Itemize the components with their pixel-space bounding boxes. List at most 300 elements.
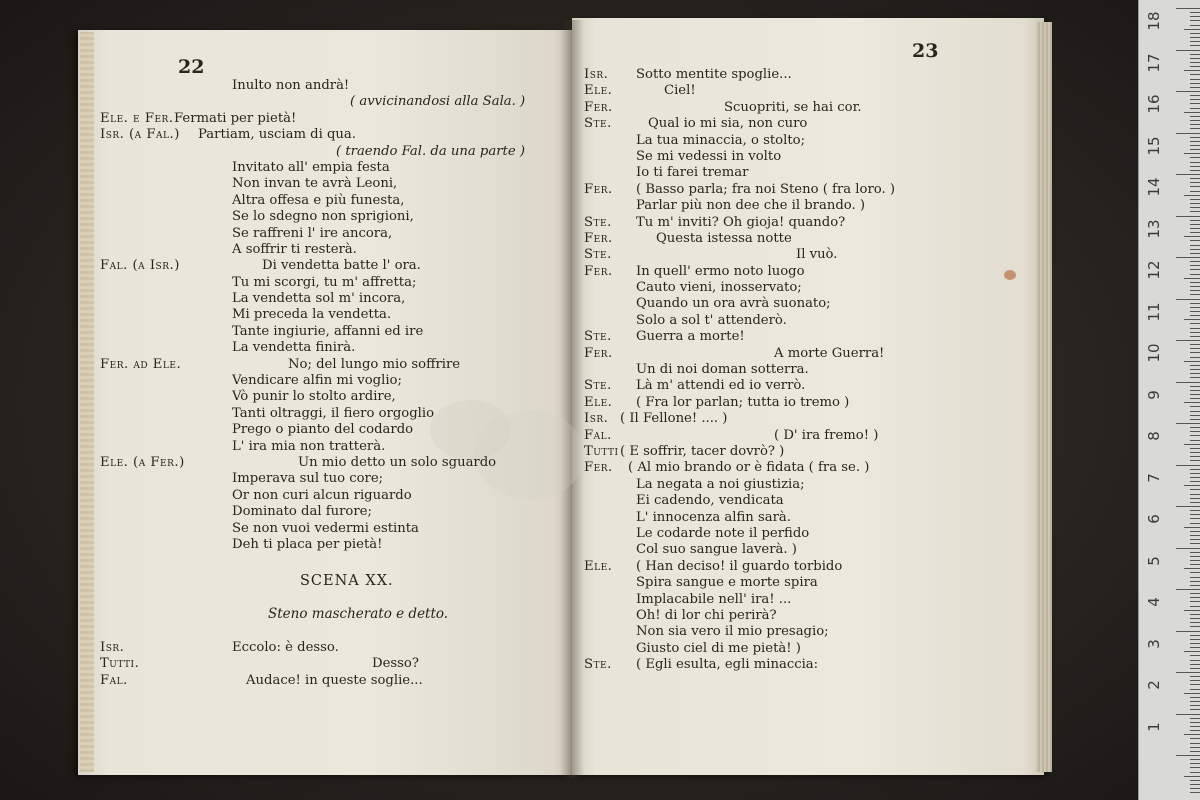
verse-text: Tu m' inviti? Oh gioja! quando? xyxy=(636,214,846,230)
ruler-tick xyxy=(1190,473,1200,474)
verse-text: Cauto vieni, inosservato; xyxy=(636,280,802,296)
ruler-tick xyxy=(1190,137,1200,138)
ruler-tick xyxy=(1176,382,1200,383)
ruler-tick xyxy=(1190,186,1200,187)
ruler-tick xyxy=(1190,759,1200,760)
ruler-tick xyxy=(1190,328,1200,329)
ruler-tick xyxy=(1190,199,1200,200)
ruler-tick xyxy=(1190,178,1200,179)
ruler-tick xyxy=(1184,734,1200,735)
verse-text: Guerra a morte! xyxy=(636,329,745,345)
ruler-tick xyxy=(1190,261,1200,262)
ruler-tick xyxy=(1190,730,1200,731)
verse-line xyxy=(82,144,552,160)
verse-text: ( Han deciso! il guardo torbido xyxy=(636,558,843,574)
speaker-label: Ele. xyxy=(584,394,613,410)
verse-line xyxy=(82,357,552,373)
ruler-tick xyxy=(1190,58,1200,59)
ruler-number: 12 xyxy=(1145,260,1163,280)
ruler-tick xyxy=(1190,481,1200,482)
verse-line xyxy=(82,324,552,340)
verse-line xyxy=(584,329,1024,345)
ruler-tick xyxy=(1190,564,1200,565)
ruler-tick xyxy=(1190,689,1200,690)
ruler-number: 9 xyxy=(1145,389,1163,400)
ruler-tick xyxy=(1176,465,1200,466)
verse-text: La tua minaccia, o stolto; xyxy=(636,132,806,148)
ruler-tick xyxy=(1190,315,1200,316)
ruler-tick xyxy=(1190,307,1200,308)
ruler-tick xyxy=(1190,498,1200,499)
verse-text: La vendetta finirà. xyxy=(232,340,356,356)
verse-text: Un di noi doman sotterra. xyxy=(636,362,809,378)
speaker-label: Fer. xyxy=(584,181,613,197)
ruler-tick xyxy=(1190,411,1200,412)
verse-text: L' ira mia non tratterà. xyxy=(232,438,386,454)
verse-line xyxy=(82,422,552,438)
verse-line xyxy=(584,280,1024,296)
verse-line xyxy=(82,193,552,209)
ruler-tick xyxy=(1190,182,1200,183)
verse-text: Mi preceda la vendetta. xyxy=(232,307,392,323)
speaker-label: Tutti. xyxy=(100,656,140,672)
speaker-label: Fer. xyxy=(584,263,613,279)
ruler-tick xyxy=(1190,419,1200,420)
ruler-tick xyxy=(1190,518,1200,519)
ruler-tick xyxy=(1190,709,1200,710)
ruler-tick xyxy=(1190,684,1200,685)
verse-text: Non invan te avrà Leoni, xyxy=(232,176,398,192)
ruler-tick xyxy=(1190,394,1200,395)
verse-line xyxy=(82,406,552,422)
ruler-tick xyxy=(1190,369,1200,370)
verse-text: Solo a sol t' attenderò. xyxy=(636,312,787,328)
ruler-tick xyxy=(1176,91,1200,92)
verse-line xyxy=(82,537,552,553)
ruler-tick xyxy=(1190,33,1200,34)
ruler-tick xyxy=(1176,257,1200,258)
verse-line xyxy=(584,296,1024,312)
ruler-tick xyxy=(1190,74,1200,75)
verse-text: Se raffreni l' ire ancora, xyxy=(232,225,393,241)
speaker-label: Fal. xyxy=(584,427,612,443)
ruler-tick xyxy=(1176,589,1200,590)
verse-text: ( Basso parla; fra noi Steno ( fra loro. ) xyxy=(636,181,895,197)
ruler-tick xyxy=(1190,406,1200,407)
verse-line xyxy=(584,559,1024,575)
ruler-tick xyxy=(1190,41,1200,42)
verse-line xyxy=(584,493,1024,509)
ruler-tick xyxy=(1190,249,1200,250)
ruler-number: 17 xyxy=(1145,52,1163,73)
left-page-verses-bottom xyxy=(82,640,552,689)
ruler-tick xyxy=(1190,435,1200,436)
ruler-tick xyxy=(1190,660,1200,661)
ruler-tick xyxy=(1190,128,1200,129)
verse-text: L' innocenza alfin sarà. xyxy=(636,509,791,525)
verse-text: Non sia vero il mio presagio; xyxy=(636,624,829,640)
ruler-tick xyxy=(1190,535,1200,536)
ruler-tick xyxy=(1190,120,1200,121)
ruler-tick xyxy=(1190,207,1200,208)
verse-text: Sotto mentite spoglie... xyxy=(636,67,792,82)
ruler-tick xyxy=(1184,651,1200,652)
ruler-tick xyxy=(1190,743,1200,744)
speaker-label: Fer. xyxy=(584,99,613,115)
ruler-tick xyxy=(1190,311,1200,312)
ruler-tick xyxy=(1184,70,1200,71)
ruler-tick xyxy=(1184,610,1200,611)
verse-line xyxy=(82,176,552,192)
ruler-tick xyxy=(1190,597,1200,598)
right-page-edge xyxy=(1036,22,1052,772)
verse-line xyxy=(82,521,552,537)
verse-text: ( Egli esulta, egli minaccia: xyxy=(636,657,819,673)
ruler-tick xyxy=(1190,145,1200,146)
ruler-tick xyxy=(1190,398,1200,399)
verse-text: Dominato dal furore; xyxy=(232,504,372,520)
ruler-tick xyxy=(1190,510,1200,511)
ruler-tick xyxy=(1190,62,1200,63)
verse-line xyxy=(82,373,552,389)
verse-text: A soffrir ti resterà. xyxy=(232,241,357,257)
ruler-tick xyxy=(1190,377,1200,378)
ruler-tick xyxy=(1176,340,1200,341)
speaker-label: Fer. xyxy=(584,460,613,476)
ruler-tick xyxy=(1190,87,1200,88)
ruler-tick xyxy=(1190,365,1200,366)
speaker-label: Ele. (a Fer.) xyxy=(100,454,185,470)
ruler-tick xyxy=(1190,274,1200,275)
verse-line xyxy=(584,231,1024,247)
ruler-tick xyxy=(1190,489,1200,490)
speaker-label: Ste. xyxy=(584,214,612,230)
ruler-tick xyxy=(1190,593,1200,594)
ruler-number: 10 xyxy=(1145,343,1163,363)
ruler-number: 15 xyxy=(1145,135,1163,156)
verse-line xyxy=(584,100,1024,116)
ruler-tick xyxy=(1190,531,1200,532)
ruler-tick xyxy=(1190,635,1200,636)
ruler-tick xyxy=(1190,348,1200,349)
verse-line xyxy=(82,455,552,471)
ruler-tick xyxy=(1190,643,1200,644)
verse-text: ( D' ira fremo! ) xyxy=(774,427,879,443)
ruler-tick xyxy=(1190,95,1200,96)
ruler-tick xyxy=(1190,16,1200,17)
verse-line xyxy=(82,111,552,127)
ruler-tick xyxy=(1190,116,1200,117)
ruler-tick xyxy=(1190,626,1200,627)
ruler-tick xyxy=(1184,319,1200,320)
ruler-tick xyxy=(1190,220,1200,221)
ruler-tick xyxy=(1184,444,1200,445)
ruler-tick xyxy=(1176,672,1200,673)
verse-line xyxy=(584,346,1024,362)
ruler-number: 4 xyxy=(1145,597,1163,607)
ruler-number: 14 xyxy=(1145,177,1163,197)
ruler-tick xyxy=(1190,780,1200,781)
ruler-tick xyxy=(1190,514,1200,515)
verse-line xyxy=(584,313,1024,329)
verse-text: Invitato all' empia festa xyxy=(232,159,390,175)
ruler-tick xyxy=(1184,153,1200,154)
verse-text: Il vuò. xyxy=(796,247,838,263)
speaker-label: Isr. (a Fal.) xyxy=(100,127,180,143)
verse-line xyxy=(584,510,1024,526)
verse-line xyxy=(82,673,552,689)
ruler-tick xyxy=(1190,191,1200,192)
ruler-tick xyxy=(1190,203,1200,204)
ruler-tick xyxy=(1190,228,1200,229)
verse-line xyxy=(584,624,1024,640)
ruler-tick xyxy=(1190,415,1200,416)
ruler-tick xyxy=(1190,647,1200,648)
ruler-tick xyxy=(1190,701,1200,702)
ruler-tick xyxy=(1176,506,1200,507)
verse-line xyxy=(584,182,1024,198)
verse-text: Col suo sangue laverà. ) xyxy=(636,542,797,558)
ruler-tick xyxy=(1190,20,1200,21)
ruler-tick xyxy=(1176,50,1200,51)
ruler-tick xyxy=(1190,211,1200,212)
verse-text: Qual io mi sia, non curo xyxy=(648,116,808,132)
verse-line xyxy=(82,389,552,405)
verse-text: Fermati per pietà! xyxy=(174,110,297,126)
verse-text: Ciel! xyxy=(664,83,696,99)
ruler-tick xyxy=(1190,469,1200,470)
ruler-tick xyxy=(1190,676,1200,677)
verse-text: Io ti farei tremar xyxy=(636,165,749,181)
speaker-label: Ste. xyxy=(584,247,612,263)
verse-text: Deh ti placa per pietà! xyxy=(232,536,383,552)
verse-line xyxy=(82,340,552,356)
verse-line xyxy=(82,307,552,323)
speaker-label: Ele. xyxy=(584,83,613,99)
verse-line xyxy=(584,67,1024,83)
ruler-tick xyxy=(1184,29,1200,30)
ruler-tick xyxy=(1190,245,1200,246)
verse-line xyxy=(82,640,552,656)
ruler-tick xyxy=(1190,556,1200,557)
verse-text: Scuopriti, se hai cor. xyxy=(724,99,862,115)
verse-text: Eccolo: è desso. xyxy=(232,640,339,655)
right-page-verses xyxy=(584,67,1024,673)
ruler-tick xyxy=(1190,290,1200,291)
verse-text: ( avvicinandosi alla Sala. ) xyxy=(350,94,526,110)
ruler-tick xyxy=(1190,286,1200,287)
verse-line xyxy=(82,656,552,672)
verse-line xyxy=(82,226,552,242)
ruler-tick xyxy=(1190,664,1200,665)
ruler-tick xyxy=(1176,299,1200,300)
book-gutter xyxy=(560,20,584,778)
ruler-tick xyxy=(1190,788,1200,789)
speaker-label: Tutti xyxy=(584,443,619,459)
verse-text: Se lo sdegno non sprigioni, xyxy=(232,209,414,225)
speaker-label: Ste. xyxy=(584,378,612,394)
verse-line xyxy=(584,116,1024,132)
ruler-number: 2 xyxy=(1145,680,1163,690)
ruler-tick xyxy=(1190,668,1200,669)
left-page-number: 22 xyxy=(178,56,205,78)
verse-line xyxy=(82,504,552,520)
ruler-tick xyxy=(1190,25,1200,26)
ruler-tick xyxy=(1190,543,1200,544)
verse-text: Se non vuoi vedermi estinta xyxy=(232,520,419,536)
verse-text: Spira sangue e morte spira xyxy=(636,575,818,591)
verse-text: Tante ingiurie, affanni ed ire xyxy=(232,323,424,339)
verse-line xyxy=(584,608,1024,624)
verse-text: No; del lungo mio soffrire xyxy=(288,356,461,372)
ruler-tick xyxy=(1190,344,1200,345)
ruler-tick xyxy=(1190,738,1200,739)
ruler-tick xyxy=(1176,755,1200,756)
verse-text: Tanti oltraggi, il fiero orgoglio xyxy=(232,405,435,421)
ruler-tick xyxy=(1176,423,1200,424)
verse-line xyxy=(82,471,552,487)
ruler-tick xyxy=(1190,772,1200,773)
verse-text: Se mi vedessi in volto xyxy=(636,148,782,164)
verse-line xyxy=(584,362,1024,378)
ruler-tick xyxy=(1190,427,1200,428)
verse-text: Or non curi alcun riguardo xyxy=(232,487,412,503)
verse-text: Un mio detto un solo sguardo xyxy=(298,454,497,470)
ruler-tick xyxy=(1190,431,1200,432)
verse-line xyxy=(82,242,552,258)
ruler-tick xyxy=(1176,133,1200,134)
ruler-tick xyxy=(1190,577,1200,578)
ruler-tick xyxy=(1190,269,1200,270)
ruler-tick xyxy=(1184,195,1200,196)
ruler-tick xyxy=(1190,502,1200,503)
verse-line xyxy=(584,411,1024,427)
verse-line xyxy=(584,165,1024,181)
verse-line xyxy=(584,641,1024,657)
ruler-tick xyxy=(1190,12,1200,13)
ruler-tick xyxy=(1190,149,1200,150)
verse-line xyxy=(584,460,1024,476)
ruler-tick xyxy=(1184,693,1200,694)
speaker-label: Ste. xyxy=(584,116,612,132)
ruler-tick xyxy=(1190,240,1200,241)
verse-line xyxy=(584,133,1024,149)
verse-text: Vendicare alfin mi voglio; xyxy=(232,373,402,389)
verse-text: ( traendo Fal. da una parte ) xyxy=(336,143,525,159)
verse-text: ( Il Fellone! .... ) xyxy=(620,411,728,427)
ruler-tick xyxy=(1190,581,1200,582)
right-page-number: 23 xyxy=(912,40,939,62)
speaker-label: Ste. xyxy=(584,657,612,673)
scene-subtitle: Steno mascherato e detto. xyxy=(268,606,449,622)
verse-line xyxy=(584,83,1024,99)
ruler-tick xyxy=(1190,303,1200,304)
ruler-tick xyxy=(1190,83,1200,84)
ruler-tick xyxy=(1190,477,1200,478)
verse-line xyxy=(584,526,1024,542)
verse-text: Tu mi scorgi, tu m' affretta; xyxy=(232,274,417,290)
ruler-tick xyxy=(1176,631,1200,632)
ruler-tick xyxy=(1190,108,1200,109)
ruler-tick xyxy=(1184,112,1200,113)
ruler-tick xyxy=(1190,332,1200,333)
verse-text: Altra offesa e più funesta, xyxy=(232,192,405,208)
ruler-tick xyxy=(1190,705,1200,706)
ruler-tick xyxy=(1190,460,1200,461)
ruler-number: 16 xyxy=(1145,94,1163,114)
verse-text: In quell' ermo noto luogo xyxy=(636,263,805,279)
speaker-label: Fal. xyxy=(100,672,128,688)
ruler-tick xyxy=(1184,527,1200,528)
ruler-tick xyxy=(1184,485,1200,486)
verse-text: ( E soffrir, tacer dovrò? ) xyxy=(620,443,785,459)
speaker-label: Ele. xyxy=(584,558,613,574)
verse-text: Questa istessa notte xyxy=(656,230,792,246)
ruler-tick xyxy=(1190,523,1200,524)
verse-line xyxy=(584,428,1024,444)
verse-text: Partiam, usciam di qua. xyxy=(198,127,356,143)
verse-text: La vendetta sol m' incora, xyxy=(232,291,406,307)
verse-line xyxy=(82,78,552,94)
verse-text: Desso? xyxy=(372,656,419,672)
ruler-tick xyxy=(1190,124,1200,125)
ruler-tick xyxy=(1190,336,1200,337)
verse-line xyxy=(584,542,1024,558)
ruler-tick xyxy=(1190,767,1200,768)
verse-line xyxy=(584,378,1024,394)
verse-line xyxy=(82,258,552,274)
ruler-tick xyxy=(1190,601,1200,602)
verse-text: Parlar più non dee che il brando. ) xyxy=(636,198,866,214)
verse-text: Implacabile nell' ira! ... xyxy=(636,591,792,607)
ruler-tick xyxy=(1190,265,1200,266)
ruler-tick xyxy=(1190,572,1200,573)
ruler-tick xyxy=(1190,390,1200,391)
speaker-label: Isr. xyxy=(584,67,609,82)
ruler-tick xyxy=(1190,323,1200,324)
ruler-tick xyxy=(1190,37,1200,38)
speaker-label: Fal. (a Isr.) xyxy=(100,258,180,274)
ruler-tick xyxy=(1190,99,1200,100)
ruler-tick xyxy=(1184,361,1200,362)
ruler-tick xyxy=(1190,585,1200,586)
ruler-tick xyxy=(1190,448,1200,449)
ruler-tick xyxy=(1190,54,1200,55)
verse-line xyxy=(82,127,552,143)
ruler-tick xyxy=(1184,236,1200,237)
speaker-label: Ele. e Fer. xyxy=(100,110,174,126)
ruler-number: 1 xyxy=(1145,721,1163,732)
verse-text: Inulto non andrà! xyxy=(232,78,350,93)
ruler-tick xyxy=(1190,294,1200,295)
verse-text: ( Al mio brando or è fidata ( fra se. ) xyxy=(628,460,870,476)
verse-line xyxy=(584,592,1024,608)
ruler-tick xyxy=(1190,456,1200,457)
ruler-tick xyxy=(1190,655,1200,656)
verse-line xyxy=(82,94,552,110)
ruler-tick xyxy=(1190,162,1200,163)
verse-text: Là m' attendi ed io verrò. xyxy=(636,378,806,394)
ruler-tick xyxy=(1190,697,1200,698)
ruler-number: 5 xyxy=(1145,555,1163,566)
ruler-tick xyxy=(1190,253,1200,254)
ruler-number: 13 xyxy=(1145,218,1163,239)
scene-title: SCENA XX. xyxy=(300,573,394,589)
ruler-number: 8 xyxy=(1145,431,1163,441)
ruler-tick xyxy=(1176,216,1200,217)
ruler-tick xyxy=(1190,718,1200,719)
ruler-tick xyxy=(1190,560,1200,561)
